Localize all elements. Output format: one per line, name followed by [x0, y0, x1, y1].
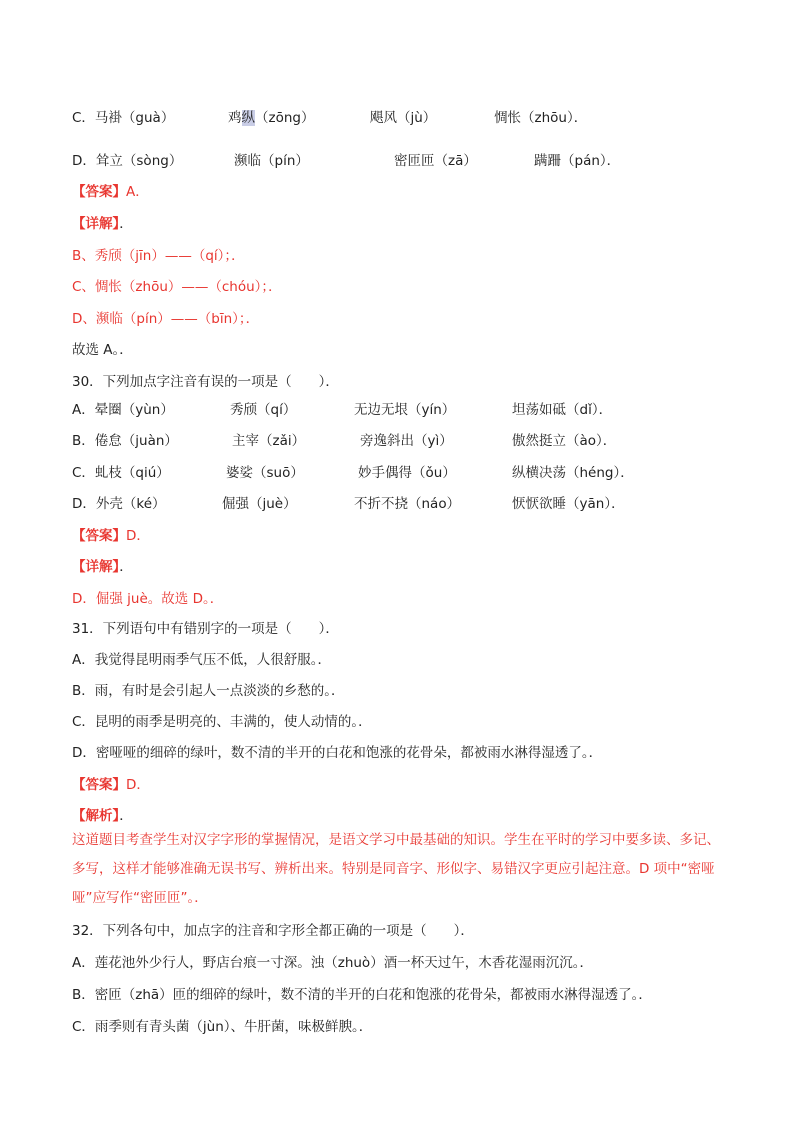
highlighted-char: 纵	[241, 110, 255, 126]
q29-c-item-4: 惆怅（zhōu）．	[494, 110, 588, 126]
q31-option-a: A．我觉得昆明雨季气压不低，人很舒服。．	[72, 652, 331, 668]
q31-answer: 【答案】D．	[72, 777, 150, 793]
q30-answer: 【答案】D．	[72, 528, 150, 544]
q30-a-item-3: 无边无垠（yín）	[354, 402, 456, 418]
q30-explain: D．倔强 juè。故选 D。．	[72, 591, 224, 607]
q30-c-item-3: 妙手偶得（ǒu）	[358, 465, 456, 481]
q29-explain-line: C、惆怅（zhōu）——（chóu）；．	[72, 279, 282, 295]
q32-option-b: B．密匝（zhā）匝的细碎的绿叶，数不清的半开的白花和饱涨的花骨朵，都被雨水淋得湿透了。．	[72, 987, 652, 1003]
q29-detail-heading: 【详解】．	[72, 216, 133, 232]
q32-stem: 32．下列各句中，加点字的注音和字形全都正确的一项是（ ）．	[72, 923, 474, 939]
q29-c-item-2: 鸡纵（zōng）	[228, 110, 315, 126]
q32-option-c: C．雨季则有青头菌（jùn）、牛肝菌，味极鲜腴。．	[72, 1019, 373, 1035]
q30-a-item-1: A．晕圈（yùn）	[72, 402, 174, 418]
q31-analysis-heading: 【解析】．	[72, 808, 133, 824]
q30-c-item-2: 婆娑（suō）	[226, 465, 304, 481]
q29-explain-line: D、濒临（pín）——（bīn）；．	[72, 311, 260, 327]
q31-option-d: D．密哑哑的细碎的绿叶，数不清的半开的白花和饱涨的花骨朵，都被雨水淋得湿透了。．	[72, 745, 603, 761]
q30-c-item-4: 纵横决荡（héng）．	[512, 465, 634, 481]
q30-d-item-4: 恹恹欲睡（yān）．	[512, 496, 625, 512]
q30-detail-heading: 【详解】．	[72, 559, 133, 575]
q29-d-item-1: D．耸立（sòng）	[72, 153, 183, 169]
q29-d-item-2: 濒临（pín）	[234, 153, 309, 169]
q29-d-item-3: 密匝匝（zā）	[394, 153, 477, 169]
q31-stem: 31．下列语句中有错别字的一项是（ ）．	[72, 621, 339, 637]
q30-d-item-2: 倔强（juè）	[222, 496, 297, 512]
q29-conclusion: 故选 A。．	[72, 342, 133, 358]
q31-option-c: C．昆明的雨季是明亮的、丰满的，使人动情的。．	[72, 714, 372, 730]
q32-option-a: A．莲花池外少行人，野店台痕一寸深。浊（zhuò）酒一杯天过午，木香花湿雨沉沉。．	[72, 955, 593, 971]
q30-a-item-2: 秀颀（qí）	[230, 402, 297, 418]
q30-stem: 30．下列加点字注音有误的一项是（ ）．	[72, 374, 339, 390]
q30-c-item-1: C．虬枝（qiú）	[72, 465, 170, 481]
q29-answer: 【答案】A．	[72, 184, 149, 200]
q30-a-item-4: 坦荡如砥（dǐ）．	[512, 402, 613, 418]
q30-d-item-3: 不折不挠（náo）	[354, 496, 461, 512]
q30-b-item-3: 旁逸斜出（yì）	[360, 433, 453, 449]
q30-d-item-1: D．外壳（ké）	[72, 496, 166, 512]
q31-option-b: B．雨，有时是会引起人一点淡淡的乡愁的。．	[72, 683, 345, 699]
q29-c-item-1: C．马褂（guà）	[72, 110, 175, 126]
q29-explain-line: B、秀颀（jīn）——（qí）；．	[72, 248, 245, 264]
q29-c-item-3: 飓风（jù）	[370, 110, 437, 126]
q31-analysis-paragraph: 这道题目考查学生对汉字字形的掌握情况，是语文学习中最基础的知识。学生在平时的学习中要多读、多记、多写，这样才能够准确无误书写、辨析出来。特别是同音字、形似字、易错汉字更应引起注意。D 项中“密哑哑”应写作“密匝匝”。．	[72, 832, 720, 906]
q30-b-item-1: B．倦怠（juàn）	[72, 433, 178, 449]
q29-d-item-4: 蹒跚（pán）．	[534, 153, 621, 169]
q30-b-item-2: 主宰（zǎi）	[232, 433, 306, 449]
q30-b-item-4: 傲然挺立（ào）．	[512, 433, 617, 449]
